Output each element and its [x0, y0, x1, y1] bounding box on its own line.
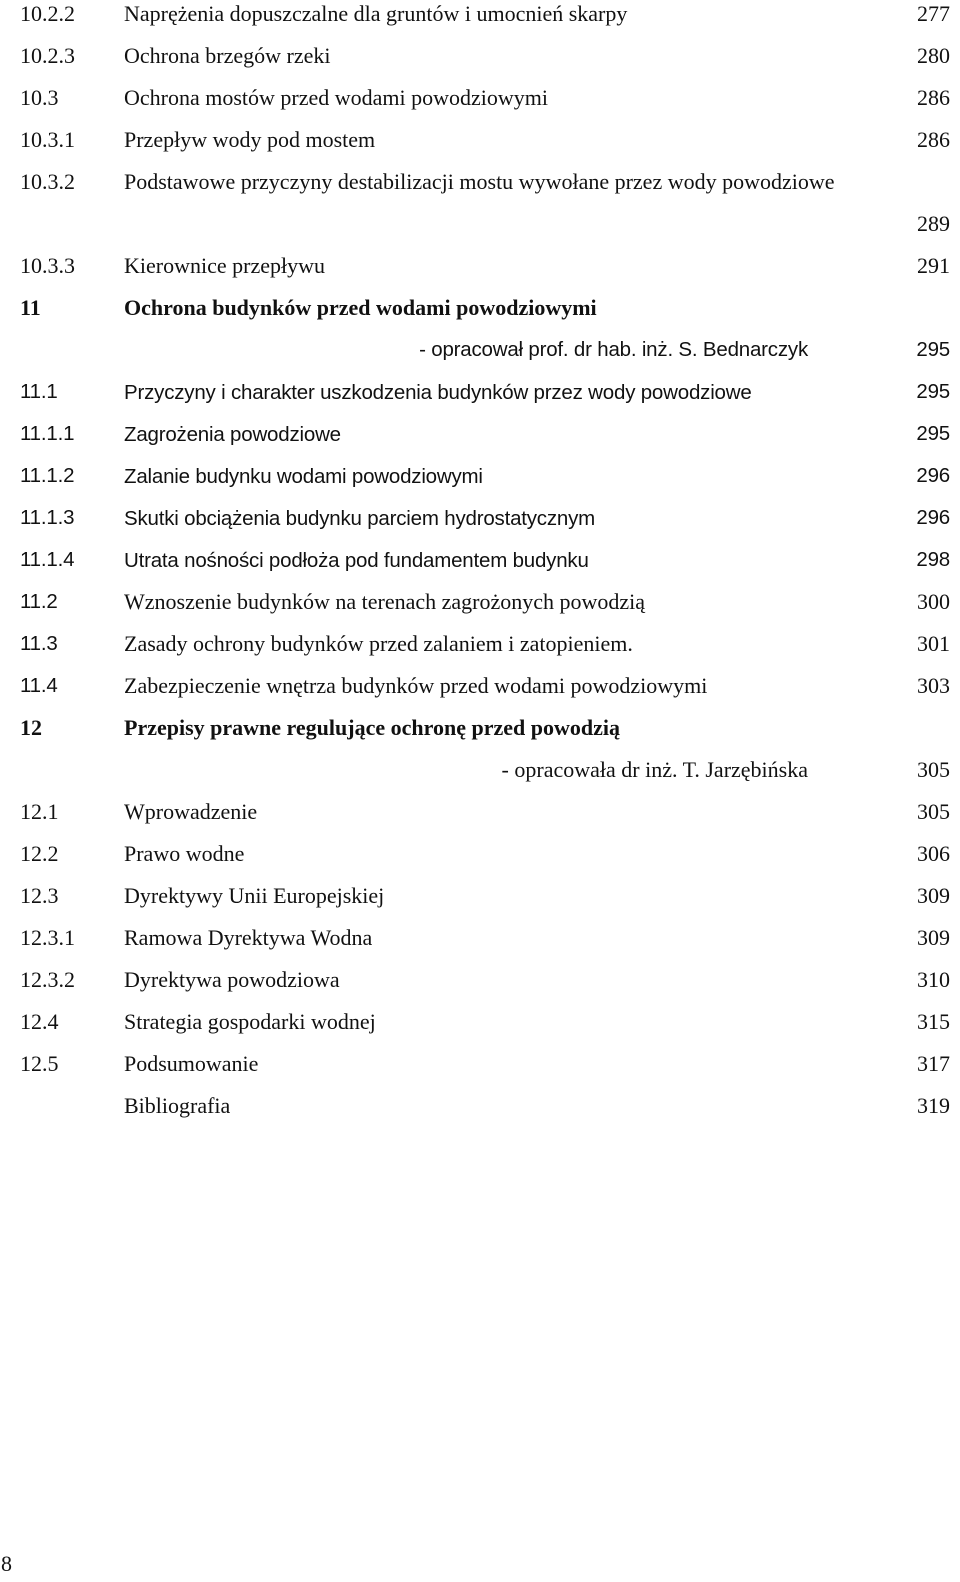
- toc-entry: [20, 504, 950, 546]
- page-number: 289: [917, 211, 950, 236]
- section-number: 11.2: [20, 590, 58, 613]
- toc-entry: [20, 0, 950, 42]
- section-number: 11.3: [20, 632, 58, 655]
- section-number: 12.3.1: [20, 925, 75, 950]
- toc-chapter-entry: [20, 714, 950, 798]
- section-number: 12.5: [20, 1051, 59, 1076]
- section-number: 10.2.3: [20, 43, 75, 68]
- page-number: 309: [917, 883, 950, 908]
- toc-entry: [20, 1008, 950, 1050]
- section-number: 10.3: [20, 85, 59, 110]
- section-number: 10.3.1: [20, 127, 75, 152]
- chapter-author: - opracował prof. dr hab. inż. S. Bednarczyk: [419, 338, 808, 361]
- toc-entry: [20, 42, 950, 84]
- section-title: Prawo wodne: [124, 841, 245, 866]
- section-number: 12.3: [20, 883, 59, 908]
- toc-chapter-entry: [20, 294, 950, 378]
- section-number: 11.1: [20, 380, 58, 403]
- page-number: 309: [917, 925, 950, 950]
- chapter-number: 11: [20, 295, 41, 320]
- page-number: 317: [917, 1051, 950, 1076]
- section-title: Zalanie budynku wodami powodziowymi: [124, 465, 483, 488]
- page-number: 305: [917, 757, 950, 782]
- section-number: 12.4: [20, 1009, 59, 1034]
- section-title: Utrata nośności podłoża pod fundamentem budynku: [124, 549, 589, 572]
- toc-entry: [20, 84, 950, 126]
- section-number: 10.3.2: [20, 169, 75, 194]
- section-title: Kierownice przepływu: [124, 253, 325, 278]
- toc-entry: [20, 462, 950, 504]
- toc-entry: [20, 966, 950, 1008]
- page-number: 277: [917, 1, 950, 26]
- chapter-title: Przepisy prawne regulujące ochronę przed powodzią: [124, 715, 620, 740]
- chapter-number: 12: [20, 715, 42, 740]
- section-title: Ochrona mostów przed wodami powodziowymi: [124, 85, 549, 110]
- chapter-author: - opracowała dr inż. T. Jarzębińska: [501, 757, 808, 782]
- page-number: 301: [917, 631, 950, 656]
- page-number: 298: [916, 548, 950, 571]
- page-number: 286: [917, 85, 950, 110]
- toc-entry: [20, 420, 950, 462]
- section-title: Dyrektywy Unii Europejskiej: [124, 883, 385, 908]
- section-number: 12.2: [20, 841, 59, 866]
- section-number: 12.1: [20, 799, 59, 824]
- section-title: Ochrona brzegów rzeki: [124, 43, 331, 68]
- section-number: 11.1.1: [20, 422, 75, 445]
- section-number: 10.3.3: [20, 253, 75, 278]
- page-number: 319: [917, 1093, 950, 1118]
- toc-entry: [20, 546, 950, 588]
- section-title: Zagrożenia powodziowe: [124, 423, 341, 446]
- section-title: Naprężenia dopuszczalne dla gruntów i umocnień skarpy: [124, 1, 628, 26]
- section-title: Przepływ wody pod mostem: [124, 127, 376, 152]
- section-title: Zasady ochrony budynków przed zalaniem i zatopieniem.: [124, 631, 633, 656]
- page-number: 305: [917, 799, 950, 824]
- section-number: 11.4: [20, 674, 58, 697]
- table-of-contents: [20, 0, 950, 1134]
- section-number: 10.2.2: [20, 1, 75, 26]
- page-number: 295: [916, 338, 950, 361]
- toc-entry: [20, 1092, 950, 1134]
- toc-entry: [20, 798, 950, 840]
- toc-entry: [20, 1050, 950, 1092]
- section-title: Zabezpieczenie wnętrza budynków przed wodami powodziowymi: [124, 673, 708, 698]
- toc-entry: [20, 378, 950, 420]
- page-number: 303: [917, 673, 950, 698]
- toc-entry: [20, 588, 950, 630]
- section-title: Wznoszenie budynków na terenach zagrożonych powodzią: [124, 589, 646, 614]
- section-title: Skutki obciążenia budynku parciem hydrostatycznym: [124, 507, 596, 530]
- page-number: 286: [917, 127, 950, 152]
- page-number: 296: [916, 506, 950, 529]
- section-title: Ramowa Dyrektywa Wodna: [124, 925, 373, 950]
- page-number: 300: [917, 589, 950, 614]
- footer-page-number: 8: [1, 1551, 12, 1576]
- section-title: Strategia gospodarki wodnej: [124, 1009, 376, 1034]
- section-title: Dyrektywa powodziowa: [124, 967, 340, 992]
- page-number: 280: [917, 43, 950, 68]
- section-title: Podsumowanie: [124, 1051, 259, 1076]
- page-number: 291: [917, 253, 950, 278]
- section-title: Wprowadzenie: [124, 799, 258, 824]
- section-number: 11.1.2: [20, 464, 75, 487]
- toc-entry: [20, 630, 950, 672]
- page-number: 296: [916, 464, 950, 487]
- section-number: 11.1.4: [20, 548, 75, 571]
- chapter-title: Ochrona budynków przed wodami powodziowymi: [124, 295, 597, 320]
- toc-entry: [20, 924, 950, 966]
- page-number: 295: [916, 422, 950, 445]
- toc-entry: [20, 672, 950, 714]
- toc-entry: [20, 840, 950, 882]
- toc-entry: [20, 882, 950, 924]
- page-number: 306: [917, 841, 950, 866]
- page-number: 295: [916, 380, 950, 403]
- section-title: Przyczyny i charakter uszkodzenia budynków przez wody powodziowe: [124, 381, 752, 404]
- section-title: Podstawowe przyczyny destabilizacji mostu wywołane przez wody powodziowe: [124, 169, 835, 194]
- toc-entry: [20, 168, 950, 252]
- section-title: Bibliografia: [124, 1093, 231, 1118]
- toc-entry: [20, 252, 950, 294]
- section-number: 11.1.3: [20, 506, 75, 529]
- section-number: 12.3.2: [20, 967, 75, 992]
- page-number: 310: [917, 967, 950, 992]
- page-number: 315: [917, 1009, 950, 1034]
